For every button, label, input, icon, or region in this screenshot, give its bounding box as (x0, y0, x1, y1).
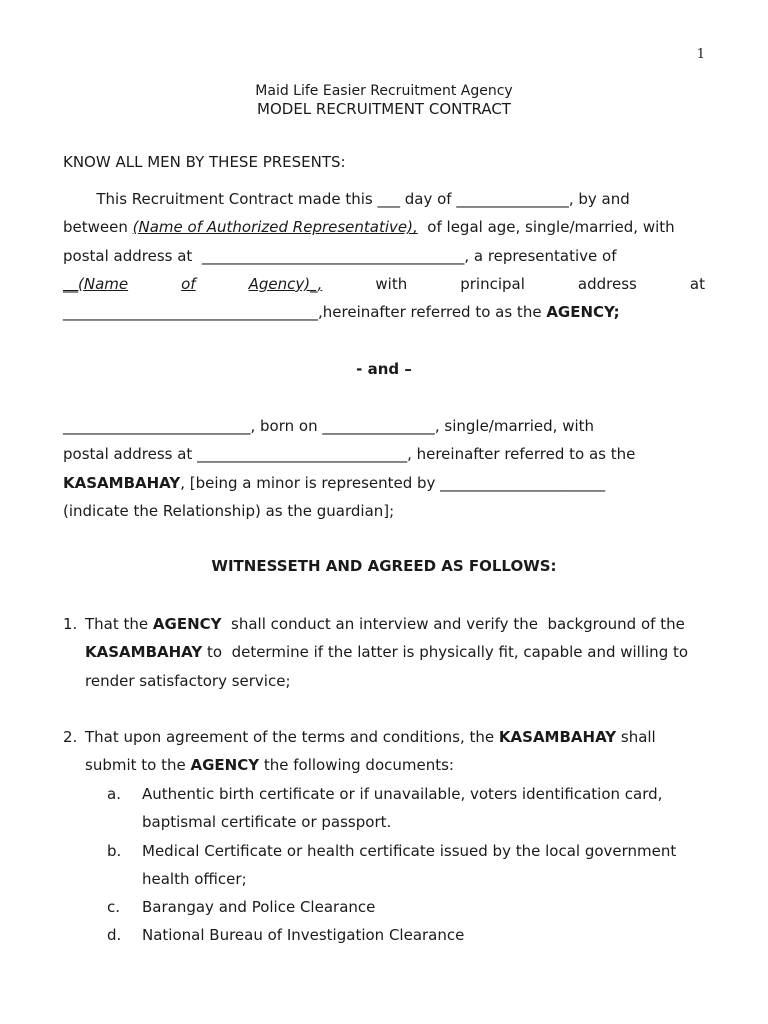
kasambahay-line (63, 469, 705, 497)
list-marker: 2. (63, 728, 78, 746)
list-line (85, 610, 705, 638)
text: with (375, 274, 408, 293)
sublist-item (107, 837, 705, 894)
agency-name: Maid Life Easier Recruitment Agency (255, 83, 513, 99)
agency-term: AGENCY (190, 756, 260, 775)
list-line (85, 723, 705, 751)
contract-title: MODEL RECRUITMENT CONTRACT (257, 100, 511, 118)
text: , [being a minor is represented by ______________________ (180, 473, 606, 492)
intro-line (63, 270, 705, 298)
text: National Bureau of Investigation Clearance (142, 926, 465, 945)
text: shall (616, 728, 656, 746)
text: postal address at ____________________________, hereinafter referred to as the (63, 445, 636, 464)
sublist-item (107, 893, 705, 921)
agency-term: AGENCY; (546, 303, 620, 322)
and-separator: - and – (356, 360, 412, 378)
kasambahay-line (63, 412, 705, 440)
agency-name-field: Agency)_, (248, 274, 323, 293)
text: (indicate the Relationship) as the guardian]; (63, 501, 395, 520)
list-line (85, 751, 705, 779)
kasambahay-paragraph (63, 412, 705, 525)
agency-term: AGENCY (152, 615, 222, 633)
list-line (85, 667, 705, 695)
list-item (63, 610, 705, 695)
intro-line (63, 298, 705, 326)
text: at (689, 274, 705, 293)
list-marker: 1. (63, 615, 78, 633)
agency-name-field: of (181, 274, 196, 293)
text: Authentic birth certificate or if unavailable, voters identification card, (142, 785, 663, 803)
text: principal (460, 274, 525, 293)
text: health officer; (142, 869, 247, 888)
intro-line (63, 213, 705, 241)
sublist-marker: c. (107, 898, 121, 917)
text: between (63, 218, 133, 237)
text: address (577, 274, 637, 293)
kasambahay-term: KASAMBAHAY (498, 728, 617, 746)
text: This Recruitment Contract made this ___ day of _______________, by and (63, 190, 630, 208)
text: of legal age, single/married, with (417, 218, 675, 237)
kasambahay-line (63, 440, 705, 468)
kasambahay-line (63, 497, 705, 525)
text: submit to the (85, 756, 191, 775)
text: the following documents: (259, 756, 454, 775)
document-header (0, 82, 768, 118)
sublist-marker: a. (107, 785, 121, 803)
agency-name-field: __(Name (63, 274, 129, 293)
sublist-marker: d. (107, 926, 122, 945)
list-item (63, 723, 705, 780)
sublist-item (107, 780, 705, 837)
representative-name-field: (Name of Authorized Representative), (132, 218, 418, 237)
intro-line (63, 242, 705, 270)
text: Barangay and Police Clearance (142, 898, 376, 917)
text: That upon agreement of the terms and conditions, the (85, 728, 499, 746)
kasambahay-term: KASAMBAHAY (63, 473, 181, 492)
document-sublist (107, 780, 705, 950)
text: to determine if the latter is physically fit, capable and willing to (202, 643, 689, 662)
page-number: 1 (696, 47, 705, 62)
intro-paragraph (63, 185, 705, 326)
text: __________________________________,hereinafter referred to as the (63, 303, 547, 322)
text: That the (85, 615, 153, 633)
text: shall conduct an interview and verify the background of the (221, 615, 685, 633)
witnesseth-heading: WITNESSETH AND AGREED AS FOLLOWS: (211, 557, 557, 575)
text: _________________________, born on _______________, single/married, with (63, 417, 595, 435)
text: render satisfactory service; (85, 671, 291, 690)
text: Medical Certificate or health certificate issued by the local government (142, 841, 677, 860)
kasambahay-term: KASAMBAHAY (85, 643, 203, 662)
list-line (85, 638, 705, 666)
text: postal address at ___________________________________, a representative of (63, 246, 617, 265)
know-all-heading: KNOW ALL MEN BY THESE PRESENTS: (63, 153, 346, 171)
text: baptismal certificate or passport. (142, 813, 392, 832)
intro-line (63, 185, 705, 213)
sublist-marker: b. (107, 841, 122, 860)
sublist-item (107, 921, 705, 949)
